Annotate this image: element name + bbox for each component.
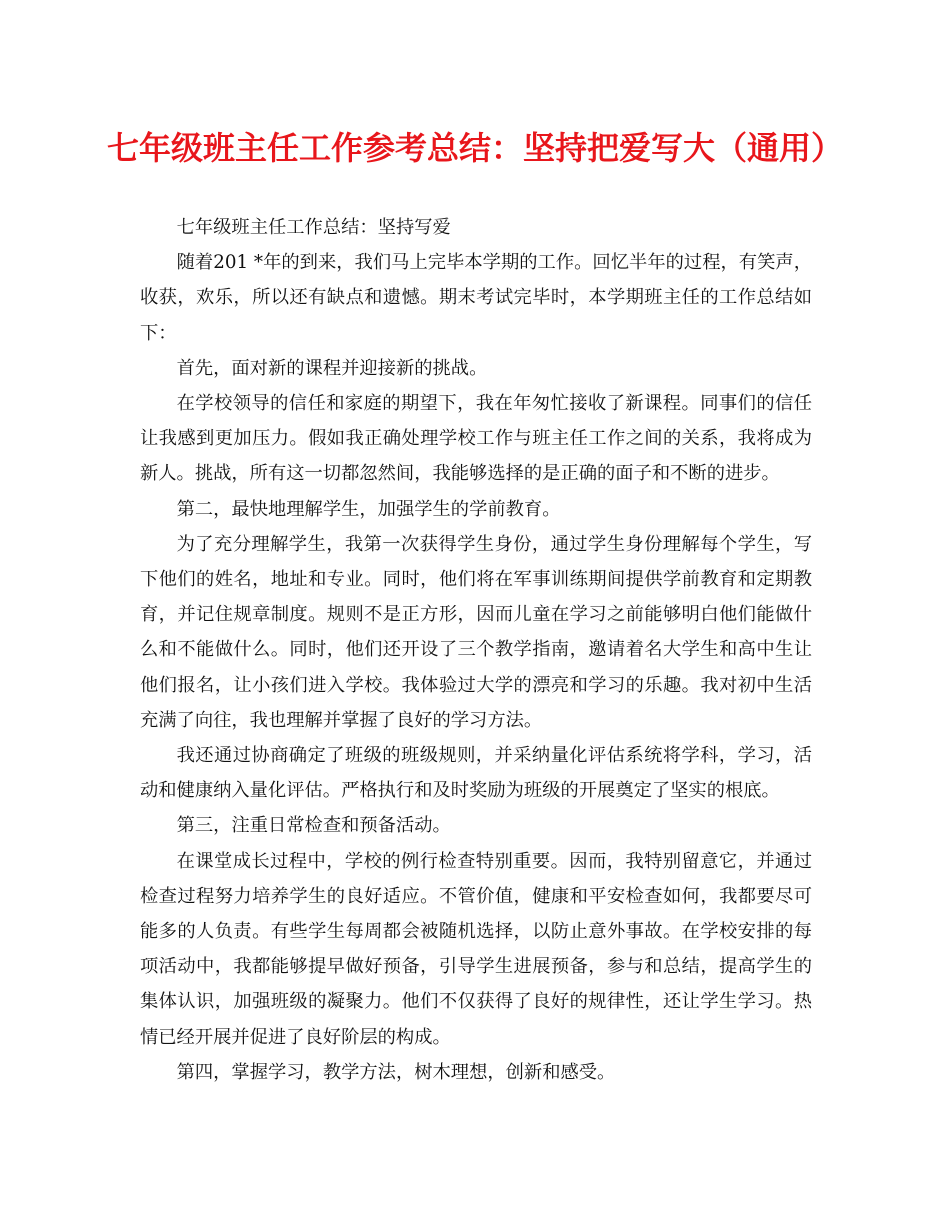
paragraph-heading-first: 首先，面对新的课程并迎接新的挑战。: [176, 357, 488, 379]
paragraph-first-body: 在学校领导的信任和家庭的期望下，我在年匆忙接收了新课程。同事们的信任让我感到更加压力。假如我正确处理学校工作与班主任工作之间的关系，我将成为新人。挑战，所有这一切都忽然间，我能够选择的是正确的面子和不断的进步。: [140, 393, 812, 485]
paragraph-intro: 随着201 *年的到来，我们马上完毕本学期的工作。回忆半年的过程，有笑声，收获，欢乐，所以还有缺点和遗憾。期末考试完毕时，本学期班主任的工作总结如下：: [140, 252, 812, 344]
document-title: 七年级班主任工作参考总结：坚持把爱写大（通用）: [106, 129, 843, 167]
paragraph-heading-third: 第三，注重日常检查和预备活动。: [176, 815, 451, 837]
paragraph-third-body: 在课堂成长过程中，学校的例行检查特别重要。因而，我特别留意它，并通过检查过程努力培养学生的良好适应。不管价值，健康和平安检查如何，我都要尽可能多的人负责。有些学生每周都会被随机选择，以防止意外事故。在学校安排的每项活动中，我都能够提早做好预备，引导学生进展预备，参与和总结，提高学生的集体认识，加强班级的凝聚力。他们不仅获得了良好的规律性，还让学生学习。热情已经开展并促进了良好阶层的构成。: [140, 850, 812, 1048]
paragraph-class-rules: 我还通过协商确定了班级的班级规则，并采纳量化评估系统将学科，学习，活动和健康纳入量化评估。严格执行和及时奖励为班级的开展奠定了坚实的根底。: [140, 745, 812, 802]
paragraph-heading-fourth: 第四，掌握学习，教学方法，树木理想，创新和感受。: [176, 1061, 616, 1083]
paragraph-heading-second: 第二，最快地理解学生，加强学生的学前教育。: [176, 498, 561, 520]
document-body: [140, 210, 812, 1090]
paragraph-subtitle: 七年级班主任工作总结：坚持写爱: [176, 217, 451, 238]
paragraph-second-body: 为了充分理解学生，我第一次获得学生身份，通过学生身份理解每个学生，写下他们的姓名，地址和专业。同时，他们将在军事训练期间提供学前教育和定期教育，并记住规章制度。规则不是正方形，因而儿童在学习之前能够明白他们能做什么和不能做什么。同时，他们还开设了三个教学指南，邀请着名大学生和高中生让他们报名，让小孩们进入学校。我体验过大学的漂亮和学习的乐趣。我对初中生活充满了向往，我也理解并掌握了良好的学习方法。: [140, 533, 812, 731]
